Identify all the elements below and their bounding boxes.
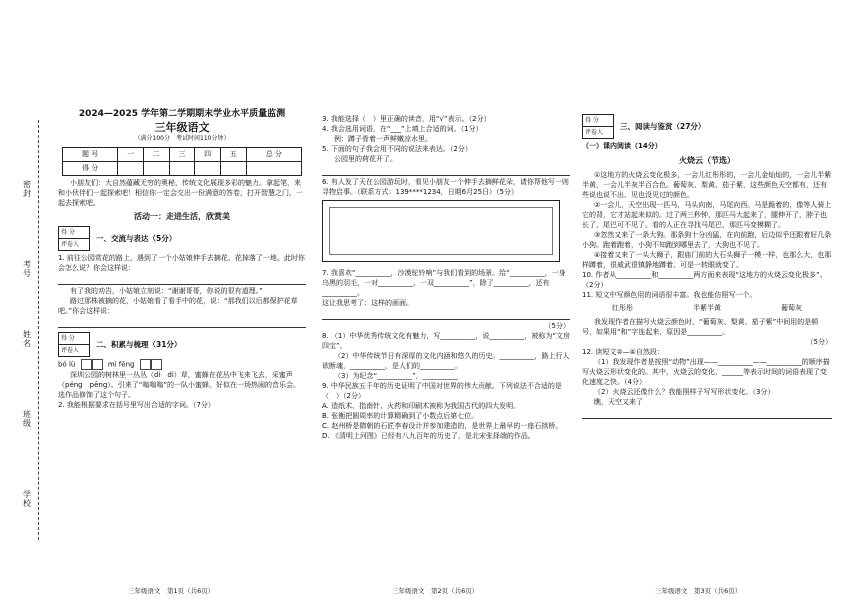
score-header: 题 号 bbox=[63, 148, 118, 162]
activity-title: 活动一：走进生活，欣赏美 bbox=[134, 212, 230, 221]
question-4: 4. 我会选用词语，在“___”上填上合适的词。（1分） bbox=[322, 125, 483, 133]
seal-margin bbox=[0, 0, 58, 609]
margin-label-seal: 密封 bbox=[23, 180, 31, 198]
question-5b: 公园里的荷花开了。 bbox=[334, 155, 397, 163]
question-8: 8. （1）中华优秀传统文化有魅力，写__________，说__________，被称为“文房四宝”。 bbox=[322, 332, 570, 350]
option-c: C. 赵州桥是隋朝的石匠李春设计并参加建造的，是世界上最早的一座石拱桥。 bbox=[322, 422, 563, 430]
question-2: 深圳公园的树林里一丛丛（di dì）草，蜜蜂在花丛中飞来飞去，采蜜声（péng pēng）。引来了“嗡嗡嗡”的一队小蜜蜂，好似在一场热闹的音乐会。 bbox=[58, 371, 301, 389]
question-8c: （3）为纪念“__________”，__________ bbox=[334, 372, 458, 380]
section-2-header bbox=[58, 332, 306, 357]
grader-label: 得 分 bbox=[59, 333, 90, 345]
passage-paragraph-2: ②一会儿，天空出现一匹马，马头向南，马尾向西。马是跪着的，像等人骑上它的背，它才站起来似的。过了两三秒钟，那匹马大起来了，腿伸开了，脖子也长了，尾巴可不见了。看的人正在寻找马尾巴，那匹马变模糊了。 bbox=[582, 201, 832, 229]
question-3: 3. 我能选择（ ）里正确的读音，用“√”表示。（2分） bbox=[322, 115, 491, 123]
score-cell[interactable] bbox=[246, 162, 301, 176]
answer-line[interactable] bbox=[322, 165, 570, 176]
grader-box bbox=[582, 114, 614, 139]
question-6: 6. 有人发了天在公园游玩时，看见小朋友一个伸手去摘鲜花朵，请你帮他写一则寻物启事。（联系方式：139****1234，日期6月25日）（5分） bbox=[322, 178, 569, 196]
grader-label: 得 分 bbox=[59, 227, 90, 239]
grader-label: 得 分 bbox=[583, 115, 614, 127]
answer-line[interactable] bbox=[322, 309, 570, 320]
page-3-footer: 三年级语文 第3页（共6页） bbox=[655, 587, 742, 595]
char-grid[interactable] bbox=[81, 359, 103, 370]
word-examples bbox=[582, 303, 832, 314]
section-title: 一、交流与表达（5分） bbox=[96, 234, 177, 243]
seal-line bbox=[38, 120, 39, 540]
margin-label-id: 考号 bbox=[23, 260, 31, 278]
margin-label-name: 姓名 bbox=[23, 330, 31, 348]
pinyin-row bbox=[58, 359, 306, 370]
question-9: 9. 中华民族五千年的历史证明了中国对世界的伟大贡献。下列说法不合适的是（ ）（2分） bbox=[322, 382, 562, 400]
score-cell[interactable] bbox=[195, 162, 221, 176]
score-header: 五 bbox=[220, 148, 246, 162]
score-cell[interactable] bbox=[220, 162, 246, 176]
section-title: 二、积累与梳理（31分） bbox=[96, 340, 182, 349]
section-1-header bbox=[58, 226, 306, 251]
question-2b: 选作品修饰了这个句子。 bbox=[58, 391, 135, 399]
pinyin-label: mì fēng bbox=[107, 360, 135, 369]
section-3-header bbox=[582, 114, 832, 139]
option-a: A. 造纸术、指南针、火药和印刷术被称为我国古代的四大发明。 bbox=[322, 402, 521, 410]
score-table bbox=[62, 147, 302, 176]
question-10: 10. 作者从__________和__________两方面来表现“这地方的火烧云变化极多”。（2分） bbox=[582, 271, 827, 289]
pinyin-label: bó lù bbox=[58, 360, 76, 369]
margin-label-school: 学校 bbox=[23, 490, 31, 508]
char-grid[interactable] bbox=[140, 359, 162, 370]
intro-text: 小朋友们：大自然蕴藏无穷的奥秘，传统文化展现多彩的魅力。拿起笔，来和小伙伴们一起探索吧！相信你一定会交出一份满意的答卷，打开智慧之门，一起去探索吧。 bbox=[58, 179, 303, 207]
question-11: 11. 短文中写颜色用的词语很丰富。我也能仿照写一个。 bbox=[582, 291, 757, 299]
word-example: 葡萄灰 bbox=[781, 304, 802, 312]
answer-line[interactable] bbox=[58, 317, 306, 328]
exam-note: （满分100分 考试时间110分钟） bbox=[134, 135, 230, 142]
page-2-footer: 三年级语文 第2页（共6页） bbox=[392, 587, 479, 595]
page-1 bbox=[58, 108, 306, 410]
score-cell[interactable] bbox=[143, 162, 169, 176]
question-12b: （2）火烧云还像什么？我能照样子写写形状变化。（3分） bbox=[594, 388, 775, 396]
page-1-footer: 三年级语文 第1页（共6页） bbox=[128, 587, 215, 595]
exam-title: 2024—2025 学年第二学期期末学业水平质量监测 bbox=[78, 109, 286, 119]
margin-label-class: 班级 bbox=[23, 410, 31, 428]
score-header: 二 bbox=[143, 148, 169, 162]
exam-subtitle: 三年级语文 bbox=[154, 121, 210, 134]
question-1c: 路过那株被摘的花，小姑娘看了看手中的花，说：“那我们以后都保护花草吧。”你会这样说： bbox=[58, 297, 298, 315]
section-title: 三、阅读与鉴赏（27分） bbox=[620, 122, 706, 131]
grader-label: 评卷人 bbox=[583, 127, 614, 139]
score-row-label: 得 分 bbox=[63, 162, 118, 176]
question-12a: （1）我发现作者是按照“动物”出现——__________——__________的顺序描写火烧云形状变化的。其中，火烧云的变化，______等表示时间的词语表现了变化速度之快。（4分） bbox=[582, 358, 830, 386]
score-cell[interactable] bbox=[169, 162, 195, 176]
option-d: D. 《清明上河图》已经有八九百年的历史了，是北宋张择端的作品。 bbox=[322, 432, 535, 440]
question-11b: 我发现作者在描写火烧云颜色时，“葡萄灰、梨黄、茄子紫”中间用的是顿号，如果用“和”字连起来，原因是__________。 bbox=[582, 318, 819, 336]
score-header: 总 分 bbox=[246, 148, 301, 162]
answer-line[interactable] bbox=[582, 408, 832, 419]
question-12: 12. 读短文②—④自然段： bbox=[582, 348, 664, 356]
passage-paragraph-3: ③忽然又来了一条大狗。那条狗十分凶猛，在向前跑，后边似乎还跟着好几条小狗。跑着跑着，小狗不知跑到哪里去了，大狗也不见了。 bbox=[582, 231, 832, 249]
question-1: 1. 前往公园赏花的路上，遇到了一个小姑娘伸手去摘花，花掉落了一地。此时你会怎么说？你会这样说： bbox=[58, 254, 305, 272]
question-1b: 有了我的劝告，小姑娘立刻说：“谢谢哥哥，你说的很有道理。” bbox=[70, 287, 263, 295]
score-note: （5分） bbox=[806, 338, 832, 346]
passage-paragraph-1: ①这地方的火烧云变化极多，一会儿红彤彤的，一会儿金灿灿的，一会儿半紫半黄，一会儿半灰半百合色。葡萄灰、梨黄、茄子紫，这些颜色天空都有，还有些说也说不出、见也没见过的颜色。 bbox=[582, 171, 832, 199]
score-header: 四 bbox=[195, 148, 221, 162]
grader-label: 评卷人 bbox=[59, 239, 90, 251]
question-7: 7. 我喜欢“__________，沙漠驼铃响”与我们看到的场景。给“__________，一身乌黑的羽毛，一对__________，一双__________”，除了__________，还有__________。 bbox=[322, 269, 566, 297]
grader-label: 评卷人 bbox=[59, 345, 90, 357]
answer-line[interactable] bbox=[58, 274, 306, 285]
sub-section-title: （一）课内阅读（14分） bbox=[582, 142, 662, 150]
score-cell[interactable] bbox=[118, 162, 144, 176]
question-12c: 瞧，天空又来了 bbox=[594, 398, 643, 406]
notice-inner-box bbox=[329, 207, 553, 255]
question-3: 2. 我能根据要求在括号里写出合适的字词。（7分） bbox=[58, 401, 215, 409]
notice-writing-box[interactable] bbox=[322, 200, 560, 262]
score-note: （5分） bbox=[544, 322, 570, 330]
option-b: B. 张衡把圆周率的计算精确到了小数点后第七位。 bbox=[322, 412, 479, 420]
score-header: 一 bbox=[118, 148, 144, 162]
question-4b: 例：蹲子骨着一声鲜嫩凉水里。 bbox=[334, 135, 432, 143]
passage-paragraph-4: ④接着又来了一头大狮子，跟庙门前的大石头狮子一模一样，也那么大，也那样蹲着，很威武很镇静地蹲着。可是一转眼就变了。 bbox=[582, 251, 832, 269]
page-3 bbox=[582, 114, 832, 420]
question-5: 5. 下面的句子我会用不同的说法来表达。（2分） bbox=[322, 145, 472, 153]
score-header: 三 bbox=[169, 148, 195, 162]
word-example: 红彤彤 bbox=[612, 304, 633, 312]
question-7b: 这让我思考了：这样的画面。 bbox=[322, 299, 413, 307]
passage-title: 火烧云（节选） bbox=[679, 156, 735, 165]
grader-box bbox=[58, 332, 90, 357]
page-2 bbox=[322, 114, 570, 441]
grader-box bbox=[58, 226, 90, 251]
question-8b: （2）中华传统节日有深厚的文化内涵和悠久的历史。__________，路上行人欲断魂，__________，是人们的__________。 bbox=[322, 352, 570, 370]
word-example: 半紫半黄 bbox=[693, 304, 721, 312]
